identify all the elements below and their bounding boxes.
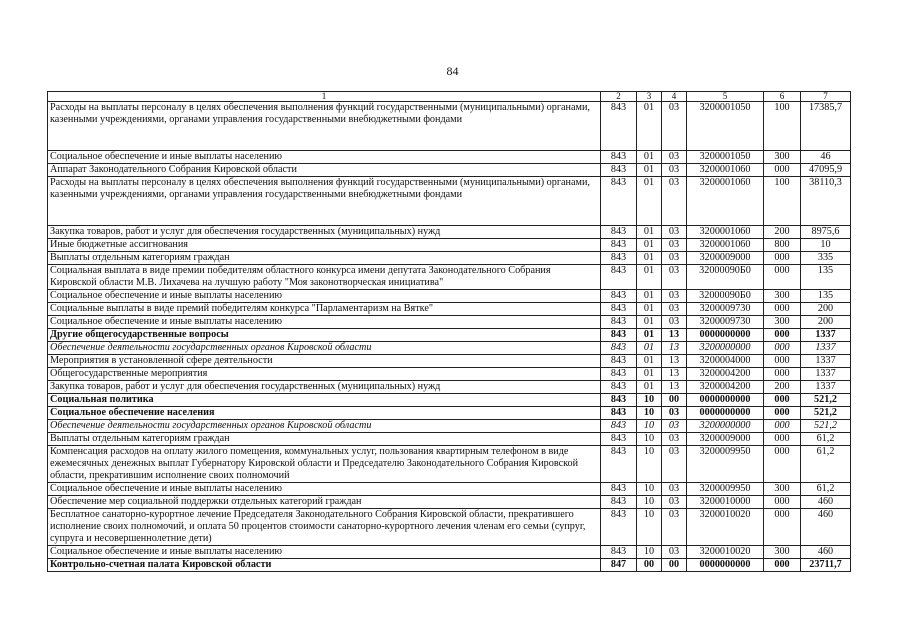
table-row — [48, 559, 851, 572]
row-admin-code: 843 — [601, 151, 637, 164]
row-name: Социальная политика — [48, 394, 601, 407]
row-target-item: 3200001060 — [687, 164, 764, 177]
row-subsection: 03 — [662, 483, 687, 496]
row-target-item: 3200001050 — [687, 151, 764, 164]
column-header: 4 — [662, 92, 687, 102]
row-target-item: 3200009000 — [687, 433, 764, 446]
row-subsection: 13 — [662, 355, 687, 368]
row-target-item: 3200009950 — [687, 483, 764, 496]
table-row — [48, 546, 851, 559]
row-subsection: 13 — [662, 368, 687, 381]
row-name: Социальное обеспечение населения — [48, 407, 601, 420]
row-subsection: 03 — [662, 509, 687, 546]
page-number: 84 — [446, 64, 459, 78]
row-target-item: 3200009730 — [687, 316, 764, 329]
table-row — [48, 102, 851, 151]
row-section: 01 — [637, 381, 662, 394]
row-section: 01 — [637, 164, 662, 177]
row-target-item: 32000090Б0 — [687, 265, 764, 290]
table-body — [48, 102, 851, 572]
row-subsection: 03 — [662, 290, 687, 303]
row-expense-type: 000 — [764, 496, 801, 509]
row-admin-code: 843 — [601, 252, 637, 265]
column-header: 2 — [601, 92, 637, 102]
row-expense-type: 000 — [764, 509, 801, 546]
budget-table — [47, 91, 851, 572]
table-row — [48, 316, 851, 329]
row-name: Бесплатное санаторно-курортное лечение Председателя Законодательного Собрания Кировской области, прекратившего исполнение своих полномочий, и оплата 50 процентов стоимости санаторно-курортного лечения членам его семьи (супруг, супруга и несовершеннолетние дети) — [48, 509, 601, 546]
table-row — [48, 355, 851, 368]
table-row — [48, 394, 851, 407]
row-expense-type: 200 — [764, 226, 801, 239]
table-row — [48, 265, 851, 290]
row-admin-code: 843 — [601, 329, 637, 342]
row-subsection: 03 — [662, 303, 687, 316]
row-section: 01 — [637, 368, 662, 381]
row-target-item: 0000000000 — [687, 329, 764, 342]
row-admin-code: 843 — [601, 483, 637, 496]
row-target-item: 3200001060 — [687, 226, 764, 239]
row-section: 01 — [637, 265, 662, 290]
row-section: 10 — [637, 496, 662, 509]
row-admin-code: 843 — [601, 407, 637, 420]
row-admin-code: 843 — [601, 164, 637, 177]
row-section: 01 — [637, 290, 662, 303]
row-target-item: 3200009000 — [687, 252, 764, 265]
row-name: Расходы на выплаты персоналу в целях обеспечения выполнения функций государственными (муниципальными) органами, казенными учреждениями, органами управления государственными внебюджетными фондами — [48, 177, 601, 226]
row-amount: 47095,9 — [801, 164, 851, 177]
row-section: 10 — [637, 433, 662, 446]
row-name: Обеспечение деятельности государственных органов Кировской области — [48, 420, 601, 433]
row-subsection: 13 — [662, 329, 687, 342]
row-amount: 17385,7 — [801, 102, 851, 151]
row-name: Обеспечение мер социальной поддержки отдельных категорий граждан — [48, 496, 601, 509]
row-expense-type: 000 — [764, 368, 801, 381]
row-section: 01 — [637, 151, 662, 164]
row-amount: 1337 — [801, 329, 851, 342]
row-subsection: 03 — [662, 420, 687, 433]
row-name: Социальное обеспечение и иные выплаты населению — [48, 316, 601, 329]
row-amount: 1337 — [801, 342, 851, 355]
row-admin-code: 843 — [601, 239, 637, 252]
row-amount: 200 — [801, 303, 851, 316]
row-name: Аппарат Законодательного Собрания Кировской области — [48, 164, 601, 177]
row-expense-type: 000 — [764, 342, 801, 355]
row-subsection: 03 — [662, 546, 687, 559]
row-subsection: 03 — [662, 433, 687, 446]
row-target-item: 3200010000 — [687, 496, 764, 509]
row-target-item: 3200000000 — [687, 342, 764, 355]
row-subsection: 03 — [662, 265, 687, 290]
row-admin-code: 843 — [601, 226, 637, 239]
row-amount: 135 — [801, 265, 851, 290]
table-row — [48, 151, 851, 164]
row-expense-type: 300 — [764, 546, 801, 559]
row-admin-code: 843 — [601, 394, 637, 407]
row-amount: 1337 — [801, 355, 851, 368]
row-target-item: 3200001060 — [687, 177, 764, 226]
row-amount: 200 — [801, 316, 851, 329]
row-admin-code: 843 — [601, 290, 637, 303]
row-target-item: 3200010020 — [687, 546, 764, 559]
table-row — [48, 239, 851, 252]
table-row — [48, 420, 851, 433]
row-subsection: 00 — [662, 559, 687, 572]
row-admin-code: 843 — [601, 368, 637, 381]
row-target-item: 3200004000 — [687, 355, 764, 368]
row-amount: 460 — [801, 509, 851, 546]
row-name: Закупка товаров, работ и услуг для обеспечения государственных (муниципальных) нужд — [48, 381, 601, 394]
row-admin-code: 843 — [601, 316, 637, 329]
row-expense-type: 000 — [764, 329, 801, 342]
row-target-item: 3200001050 — [687, 102, 764, 151]
row-admin-code: 843 — [601, 509, 637, 546]
row-admin-code: 843 — [601, 381, 637, 394]
row-name: Расходы на выплаты персоналу в целях обеспечения выполнения функций государственными (муниципальными) органами, казенными учреждениями, органами управления государственными внебюджетными фондами — [48, 102, 601, 151]
table-row — [48, 252, 851, 265]
row-admin-code: 843 — [601, 342, 637, 355]
table-row — [48, 433, 851, 446]
row-amount: 460 — [801, 546, 851, 559]
row-name: Социальное обеспечение и иные выплаты населению — [48, 151, 601, 164]
row-name: Иные бюджетные ассигнования — [48, 239, 601, 252]
row-admin-code: 843 — [601, 496, 637, 509]
column-header: 5 — [687, 92, 764, 102]
row-admin-code: 843 — [601, 433, 637, 446]
row-section: 10 — [637, 420, 662, 433]
row-amount: 521,2 — [801, 420, 851, 433]
row-section: 10 — [637, 394, 662, 407]
row-expense-type: 100 — [764, 177, 801, 226]
table-row — [48, 509, 851, 546]
row-expense-type: 300 — [764, 290, 801, 303]
row-section: 10 — [637, 483, 662, 496]
row-subsection: 03 — [662, 151, 687, 164]
row-admin-code: 843 — [601, 355, 637, 368]
row-subsection: 03 — [662, 177, 687, 226]
row-expense-type: 300 — [764, 151, 801, 164]
row-section: 01 — [637, 177, 662, 226]
table-row — [48, 329, 851, 342]
header-row — [48, 92, 851, 102]
row-subsection: 03 — [662, 496, 687, 509]
table-row — [48, 290, 851, 303]
row-expense-type: 100 — [764, 102, 801, 151]
row-amount: 135 — [801, 290, 851, 303]
row-name: Социальное обеспечение и иные выплаты населению — [48, 546, 601, 559]
row-section: 01 — [637, 355, 662, 368]
row-name: Выплаты отдельным категориям граждан — [48, 252, 601, 265]
row-expense-type: 000 — [764, 164, 801, 177]
row-amount: 521,2 — [801, 407, 851, 420]
table-row — [48, 164, 851, 177]
row-section: 10 — [637, 509, 662, 546]
row-section: 01 — [637, 252, 662, 265]
row-admin-code: 843 — [601, 546, 637, 559]
row-amount: 521,2 — [801, 394, 851, 407]
row-subsection: 03 — [662, 252, 687, 265]
row-expense-type: 000 — [764, 433, 801, 446]
row-name: Социальные выплаты в виде премий победителям конкурса "Парламентаризм на Вятке" — [48, 303, 601, 316]
row-amount: 23711,7 — [801, 559, 851, 572]
row-amount: 8975,6 — [801, 226, 851, 239]
row-name: Выплаты отдельным категориям граждан — [48, 433, 601, 446]
row-admin-code: 843 — [601, 265, 637, 290]
row-expense-type: 000 — [764, 252, 801, 265]
row-amount: 335 — [801, 252, 851, 265]
row-expense-type: 200 — [764, 381, 801, 394]
row-admin-code: 843 — [601, 303, 637, 316]
row-expense-type: 000 — [764, 559, 801, 572]
row-admin-code: 843 — [601, 446, 637, 483]
row-amount: 61,2 — [801, 483, 851, 496]
table-row — [48, 226, 851, 239]
table-row — [48, 342, 851, 355]
row-amount: 1337 — [801, 381, 851, 394]
row-target-item: 3200009950 — [687, 446, 764, 483]
table-row — [48, 381, 851, 394]
row-subsection: 03 — [662, 226, 687, 239]
table-row — [48, 407, 851, 420]
row-section: 10 — [637, 407, 662, 420]
table-row — [48, 303, 851, 316]
row-admin-code: 843 — [601, 420, 637, 433]
row-name: Обеспечение деятельности государственных органов Кировской области — [48, 342, 601, 355]
row-amount: 61,2 — [801, 433, 851, 446]
column-header: 3 — [637, 92, 662, 102]
row-section: 01 — [637, 102, 662, 151]
row-section: 01 — [637, 239, 662, 252]
row-name: Мероприятия в установленной сфере деятельности — [48, 355, 601, 368]
row-section: 10 — [637, 546, 662, 559]
row-expense-type: 000 — [764, 407, 801, 420]
table-row — [48, 177, 851, 226]
row-subsection: 00 — [662, 394, 687, 407]
row-target-item: 3200000000 — [687, 420, 764, 433]
row-amount: 1337 — [801, 368, 851, 381]
row-target-item: 0000000000 — [687, 394, 764, 407]
row-name: Общегосударственные мероприятия — [48, 368, 601, 381]
row-admin-code: 843 — [601, 177, 637, 226]
row-subsection: 03 — [662, 446, 687, 483]
row-expense-type: 000 — [764, 394, 801, 407]
row-name: Другие общегосударственные вопросы — [48, 329, 601, 342]
row-target-item: 3200001060 — [687, 239, 764, 252]
table-row — [48, 446, 851, 483]
row-expense-type: 000 — [764, 446, 801, 483]
row-subsection: 03 — [662, 316, 687, 329]
row-section: 01 — [637, 342, 662, 355]
column-header: 1 — [48, 92, 601, 102]
row-admin-code: 847 — [601, 559, 637, 572]
row-subsection: 03 — [662, 407, 687, 420]
row-target-item: 0000000000 — [687, 407, 764, 420]
row-name: Компенсация расходов на оплату жилого помещения, коммунальных услуг, пользования квартирным телефоном в виде ежемесячных денежных выплат Губернатору Кировской области и Председателю Законодательного Собрания Кировской области, прекратившим исполнение своих полномочий — [48, 446, 601, 483]
row-section: 01 — [637, 329, 662, 342]
row-amount: 61,2 — [801, 446, 851, 483]
row-subsection: 13 — [662, 381, 687, 394]
row-amount: 460 — [801, 496, 851, 509]
row-subsection: 03 — [662, 164, 687, 177]
row-name: Контрольно-счетная палата Кировской области — [48, 559, 601, 572]
row-target-item: 32000090Б0 — [687, 290, 764, 303]
row-section: 10 — [637, 446, 662, 483]
table-row — [48, 483, 851, 496]
row-section: 01 — [637, 226, 662, 239]
row-subsection: 13 — [662, 342, 687, 355]
row-expense-type: 000 — [764, 420, 801, 433]
row-admin-code: 843 — [601, 102, 637, 151]
row-expense-type: 000 — [764, 303, 801, 316]
row-section: 01 — [637, 303, 662, 316]
row-target-item: 3200009730 — [687, 303, 764, 316]
table-row — [48, 496, 851, 509]
row-name: Закупка товаров, работ и услуг для обеспечения государственных (муниципальных) нужд — [48, 226, 601, 239]
row-amount: 10 — [801, 239, 851, 252]
row-expense-type: 300 — [764, 316, 801, 329]
row-target-item: 0000000000 — [687, 559, 764, 572]
row-name: Социальное обеспечение и иные выплаты населению — [48, 483, 601, 496]
row-amount: 46 — [801, 151, 851, 164]
row-expense-type: 000 — [764, 355, 801, 368]
row-expense-type: 000 — [764, 265, 801, 290]
row-target-item: 3200004200 — [687, 368, 764, 381]
row-target-item: 3200010020 — [687, 509, 764, 546]
column-header: 6 — [764, 92, 801, 102]
row-subsection: 03 — [662, 102, 687, 151]
row-name: Социальная выплата в виде премии победителям областного конкурса имени депутата Законодательного Собрания Кировской области М.В. Лихачева на лучшую работу "Моя законотворческая инициатива" — [48, 265, 601, 290]
row-subsection: 03 — [662, 239, 687, 252]
row-amount: 38110,3 — [801, 177, 851, 226]
row-section: 01 — [637, 316, 662, 329]
row-expense-type: 300 — [764, 483, 801, 496]
column-header: 7 — [801, 92, 851, 102]
row-name: Социальное обеспечение и иные выплаты населению — [48, 290, 601, 303]
table-row — [48, 368, 851, 381]
row-target-item: 3200004200 — [687, 381, 764, 394]
row-section: 00 — [637, 559, 662, 572]
row-expense-type: 800 — [764, 239, 801, 252]
